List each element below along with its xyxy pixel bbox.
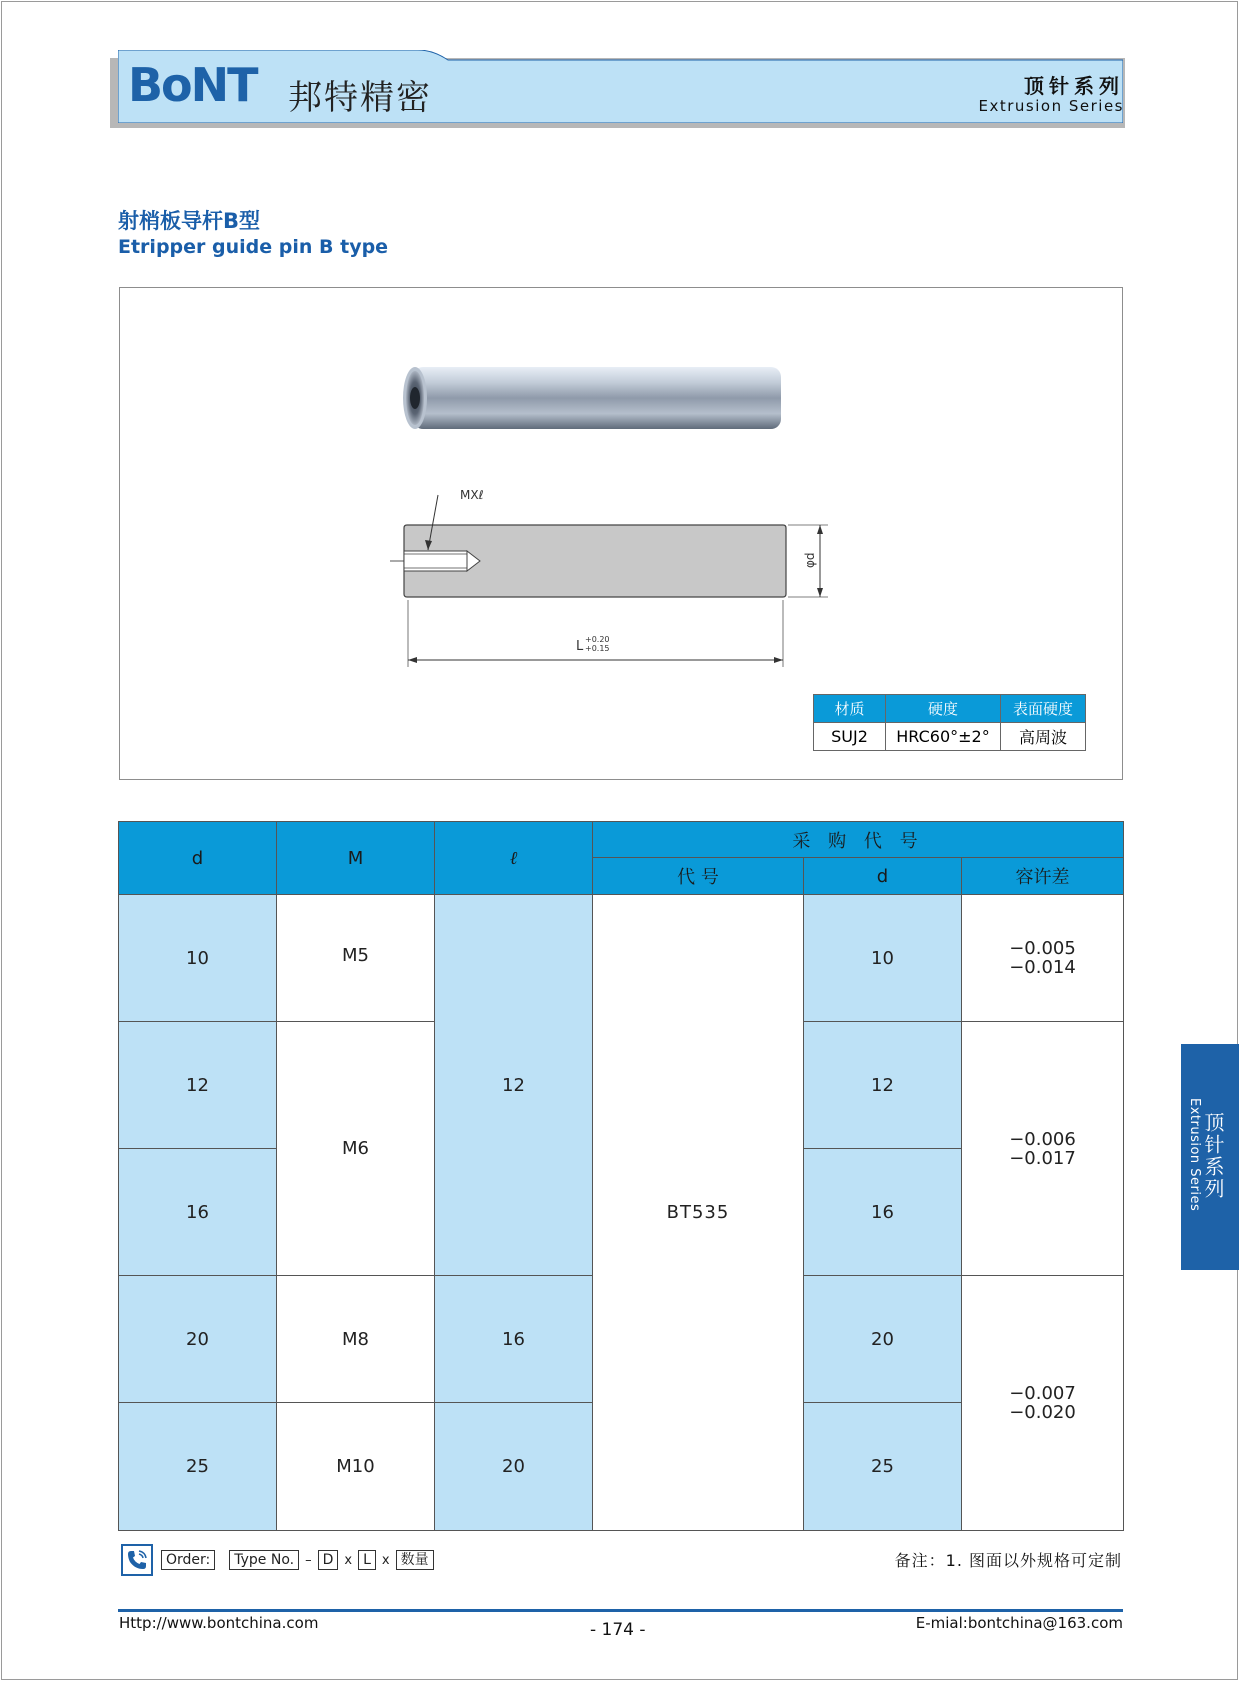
technical-drawing xyxy=(380,480,840,670)
footer-url[interactable]: Http://www.bontchina.com xyxy=(119,1614,319,1632)
material-table xyxy=(813,694,1086,751)
order-dash: – xyxy=(305,1552,312,1568)
col-header-m: M xyxy=(277,822,435,895)
cell-m: M5 xyxy=(277,895,435,1022)
cell-m: M6 xyxy=(277,1022,435,1276)
diameter-label: φd xyxy=(803,552,817,568)
spec-table xyxy=(118,821,1124,1531)
cell-purchase-d: 16 xyxy=(804,1149,962,1276)
cell-code: BT535 xyxy=(593,895,804,1531)
series-title-cn: 顶针系列 xyxy=(1024,74,1124,98)
col-header-d: d xyxy=(119,822,277,895)
cell-purchase-d: 25 xyxy=(804,1403,962,1531)
tolerance-upper: −0.007 xyxy=(1009,1383,1076,1404)
cell-d: 25 xyxy=(119,1403,277,1531)
cell-l: 20 xyxy=(435,1403,593,1531)
order-label: Order: xyxy=(161,1550,215,1570)
order-qty: 数量 xyxy=(396,1550,434,1570)
page-number: - 174 - xyxy=(590,1620,646,1640)
product-title-en: Etripper guide pin B type xyxy=(118,236,389,258)
tolerance-lower: −0.014 xyxy=(1009,957,1076,978)
series-title-en: Extrusion Series xyxy=(978,97,1124,115)
cell-d: 10 xyxy=(119,895,277,1022)
footer-rule xyxy=(118,1609,1123,1612)
order-times: x xyxy=(381,1552,390,1568)
col-header-tolerance: 容许差 xyxy=(962,858,1124,895)
cell-purchase-d: 12 xyxy=(804,1022,962,1149)
side-tab-cn: 顶针系列 xyxy=(1201,1112,1225,1200)
col-header-l: ℓ xyxy=(435,822,593,895)
cell-m: M8 xyxy=(277,1276,435,1403)
order-times: x xyxy=(344,1552,353,1568)
hardness-header: 硬度 xyxy=(886,695,1001,723)
order-type-no: Type No. xyxy=(229,1550,299,1570)
order-format xyxy=(121,1544,434,1576)
cell-d: 12 xyxy=(119,1022,277,1149)
order-d: D xyxy=(318,1550,339,1570)
hardness-value: HRC60°±2° xyxy=(886,723,1001,751)
col-header-purchase-d: d xyxy=(804,858,962,895)
cell-tolerance xyxy=(962,895,1124,1022)
thread-label: MXℓ xyxy=(460,488,484,502)
cell-m: M10 xyxy=(277,1403,435,1531)
length-tol-upper: +0.20 xyxy=(585,635,610,644)
phone-icon xyxy=(121,1544,153,1576)
order-l: L xyxy=(358,1550,376,1570)
length-label: L xyxy=(576,639,584,654)
cell-tolerance xyxy=(962,1022,1124,1276)
col-header-code: 代 号 xyxy=(593,858,804,895)
cell-l: 12 xyxy=(435,895,593,1276)
pin-photo xyxy=(395,355,795,435)
side-tab-en: Extrusion Series xyxy=(1187,1098,1202,1212)
cell-d: 16 xyxy=(119,1149,277,1276)
length-tol-lower: +0.15 xyxy=(585,644,610,653)
company-name: 邦特精密 xyxy=(288,78,432,118)
material-header: 材质 xyxy=(814,695,886,723)
header-band xyxy=(118,50,1123,123)
cell-d: 20 xyxy=(119,1276,277,1403)
tolerance-upper: −0.006 xyxy=(1009,1128,1076,1150)
cell-l: 16 xyxy=(435,1276,593,1403)
product-title-cn: 射梢板导杆B型 xyxy=(118,209,261,233)
cell-purchase-d: 20 xyxy=(804,1276,962,1403)
surface-hardness-header: 表面硬度 xyxy=(1001,695,1086,723)
tolerance-upper: −0.005 xyxy=(1009,938,1076,959)
tolerance-lower: −0.020 xyxy=(1009,1402,1076,1423)
brand-logo: BoNT xyxy=(128,58,257,112)
cell-purchase-d: 10 xyxy=(804,895,962,1022)
purchase-code-header: 采 购 代 号 xyxy=(593,822,1124,858)
material-value: SUJ2 xyxy=(814,723,886,751)
cell-tolerance xyxy=(962,1276,1124,1531)
surface-hardness-value: 高周波 xyxy=(1001,723,1086,751)
tolerance-lower: −0.017 xyxy=(1009,1147,1076,1169)
remark-note: 备注：1. 图面以外规格可定制 xyxy=(894,1551,1122,1570)
footer-email[interactable]: E-mial:bontchina@163.com xyxy=(915,1614,1123,1632)
